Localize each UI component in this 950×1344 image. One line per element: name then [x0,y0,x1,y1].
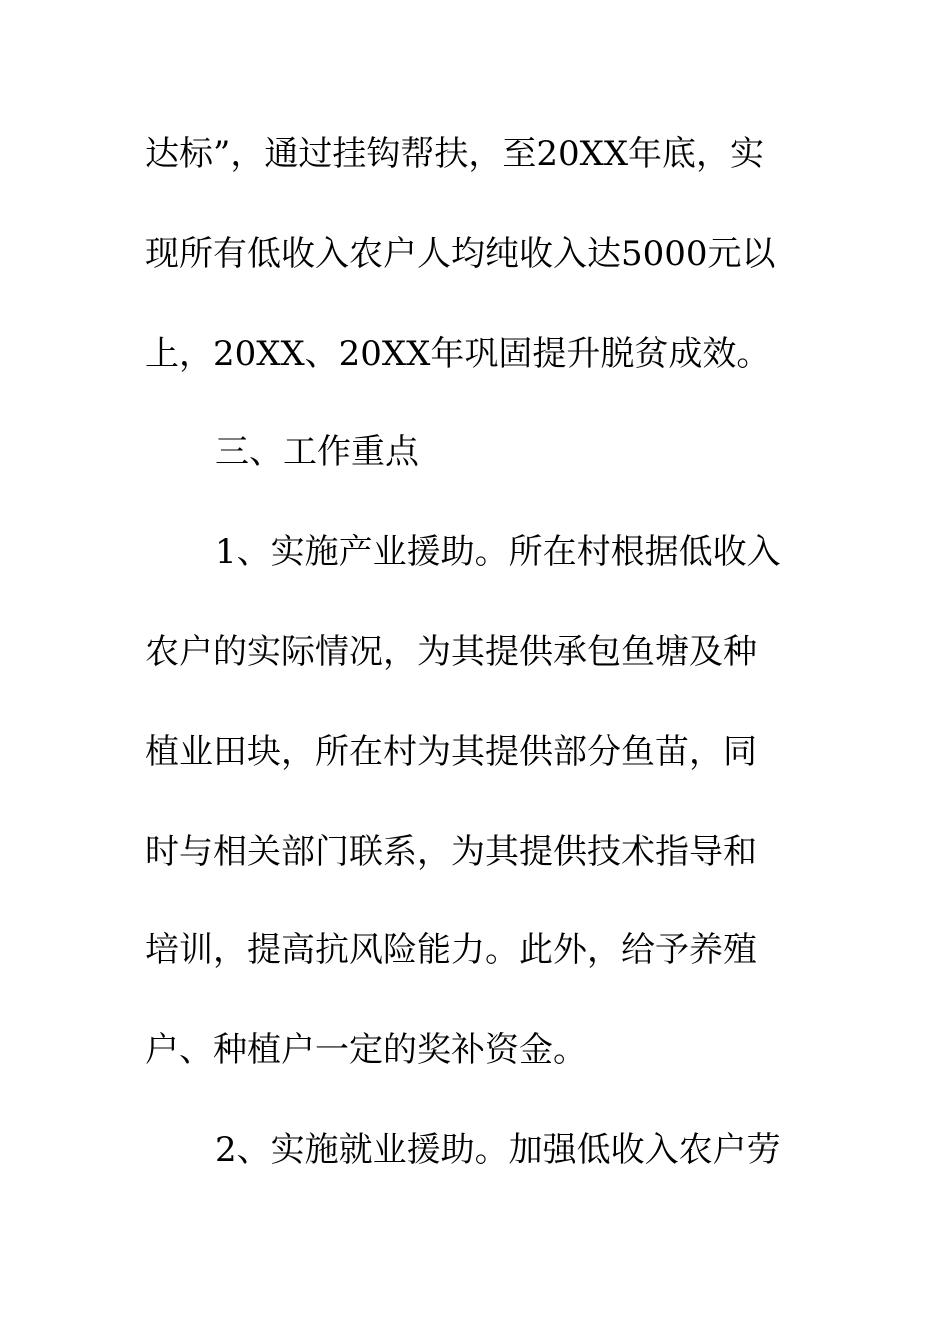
paragraph-line: 上，20XX、20XX年巩固提升脱贫成效。 [145,334,771,374]
paragraph-line: 2、实施就业援助。加强低收入农户劳 [215,1130,781,1170]
paragraph-line: 培训，提高抗风险能力。此外，给予养殖 [145,930,757,970]
paragraph-line: 达标”，通过挂钩帮扶，至20XX年底，实 [145,134,765,174]
paragraph-line: 现所有低收入农户人均纯收入达5000元以 [145,234,776,274]
paragraph-line: 1、实施产业援助。所在村根据低收入 [215,532,781,572]
paragraph-line: 植业田块，所在村为其提供部分鱼苗，同 [145,732,757,772]
paragraph-line: 户、种植户一定的奖补资金。 [145,1030,587,1070]
paragraph-line: 农户的实际情况，为其提供承包鱼塘及种 [145,632,757,672]
section-heading: 三、工作重点 [215,432,419,472]
paragraph-line: 时与相关部门联系，为其提供技术指导和 [145,832,757,872]
